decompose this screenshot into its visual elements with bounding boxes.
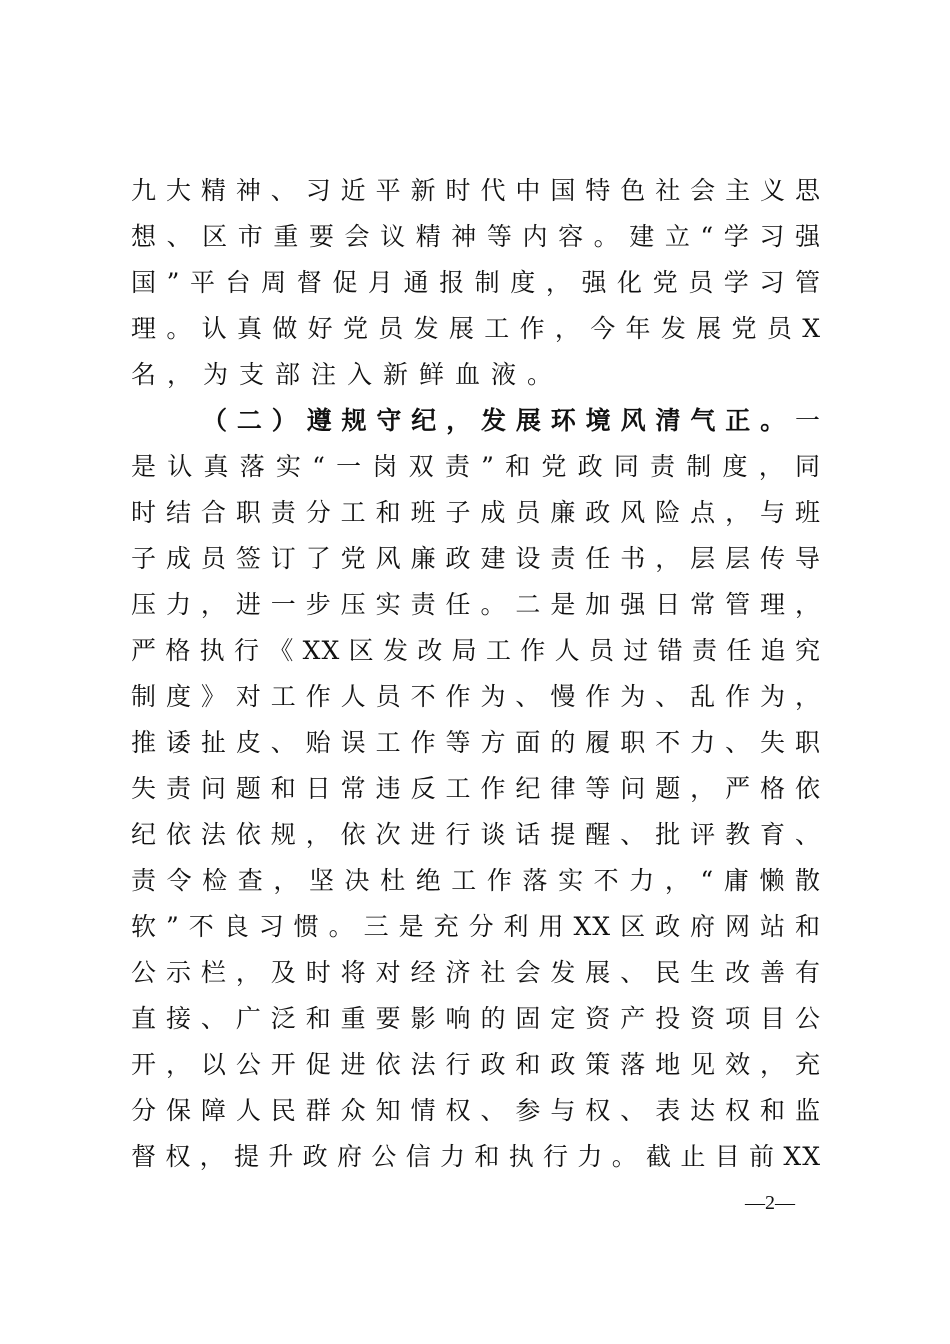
section-heading-tail: 一	[794, 406, 821, 435]
text-line: 是认真落实“一岗双责”和党政同责制度，同	[131, 452, 821, 481]
text-line: 国”平台周督促月通报制度，强化党员学习管	[131, 268, 821, 297]
text-line: 软”不良习惯。三是充分利用XX区政府网站和	[131, 912, 821, 941]
text-line: 时结合职责分工和班子成员廉政风险点，与班	[131, 498, 821, 527]
text-line: 开，以公开促进依法行政和政策落地见效，充	[131, 1050, 821, 1079]
text-line: 纪依法依规，依次进行谈话提醒、批评教育、	[131, 820, 821, 849]
text-line: 子成员签订了党风廉政建设责任书，层层传导	[131, 544, 821, 573]
text-line: 责令检查，坚决杜绝工作落实不力，“庸懒散	[131, 866, 821, 895]
text-line: 严格执行《XX区发改局工作人员过错责任追究	[131, 636, 821, 665]
text-line: 制度》对工作人员不作为、慢作为、乱作为，	[131, 682, 821, 711]
text-line: 直接、广泛和重要影响的固定资产投资项目公	[131, 1004, 821, 1033]
page-number: —2—	[745, 1192, 795, 1214]
text-line: 九大精神、习近平新时代中国特色社会主义思	[131, 176, 821, 205]
text-line: 想、区市重要会议精神等内容。建立“学习强	[131, 222, 821, 251]
text-line: 公示栏，及时将对经济社会发展、民生改善有	[131, 958, 821, 987]
text-line: 名，为支部注入新鲜血液。	[131, 360, 564, 389]
section-heading: （二）遵规守纪，发展环境风清气正。	[202, 406, 795, 435]
text-line: 督权，提升政府公信力和执行力。截止目前XX	[131, 1142, 821, 1171]
text-line: 失责问题和日常违反工作纪律等问题，严格依	[131, 774, 821, 803]
text-line: 分保障人民群众知情权、参与权、表达权和监	[131, 1096, 821, 1125]
text-line: 推诿扯皮、贻误工作等方面的履职不力、失职	[131, 728, 821, 757]
text-line: 理。认真做好党员发展工作，今年发展党员X	[131, 314, 821, 343]
text-line: 压力，进一步压实责任。二是加强日常管理，	[131, 590, 821, 619]
section-heading-line	[202, 398, 821, 444]
